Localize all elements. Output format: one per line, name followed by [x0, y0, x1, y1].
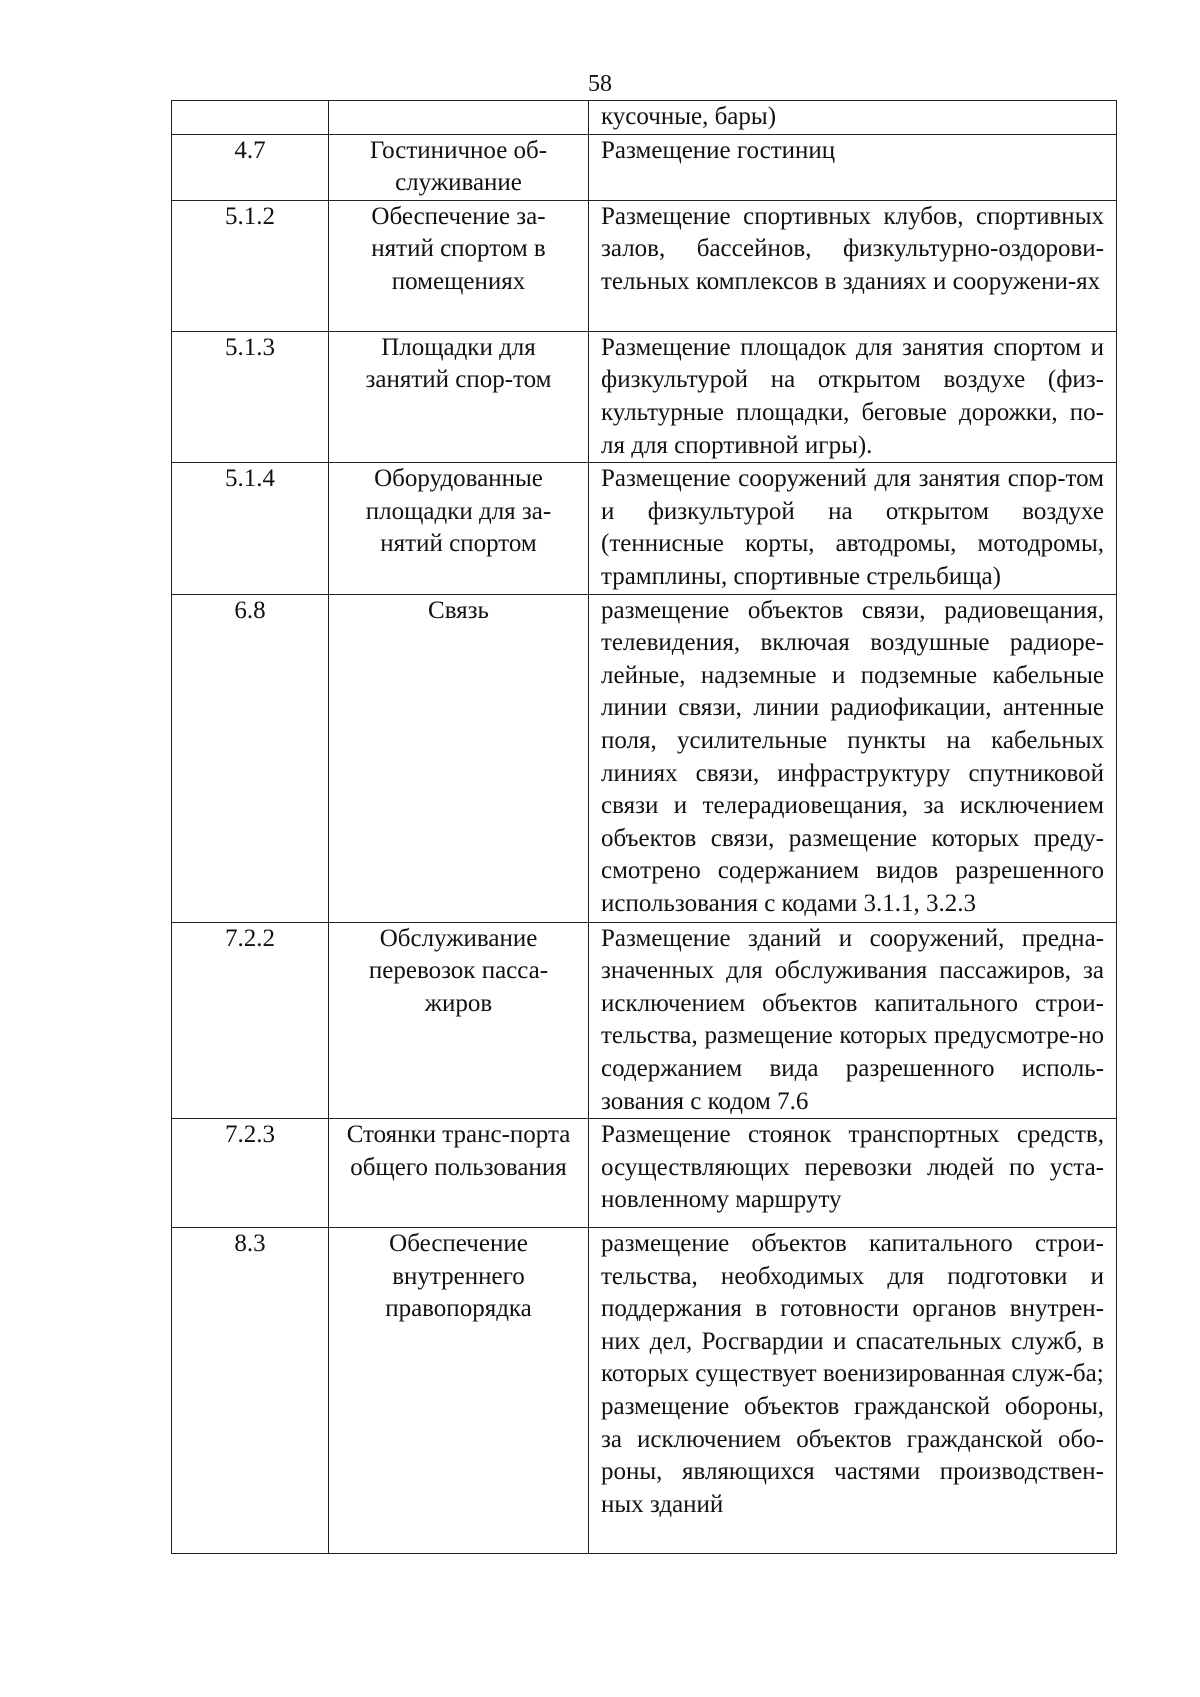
- description-cell: [589, 1228, 1117, 1554]
- code-cell: 5.1.2: [172, 200, 329, 331]
- description-cell: [589, 463, 1117, 594]
- description-text: размещение объектов связи, радиовещания, телевидения, включая воздушные радиоре-лейные, надземные и подземные кабельные линии связи, линии радиофикации, антенные поля, усилительные пункты на кабельных линиях связи, инфраструктуру спутниковой связи и телерадиовещания, за исключением объектов связи, размещение которых преду-смотрено содержанием видов разрешенного использования с кодами 3.1.1, 3.2.3: [601, 596, 1104, 917]
- code-cell: [172, 101, 329, 135]
- description-cell: [589, 1119, 1117, 1228]
- description-cell: [589, 134, 1117, 200]
- description-text: Размещение сооружений для занятия спор-том и физкультурой на открытом воздухе (теннисные корты, автодромы, мотодромы, трамплины, спортивные стрельбища): [601, 465, 1104, 590]
- name-cell: Обеспечение внутреннего правопорядка: [329, 1228, 589, 1554]
- name-cell: [329, 101, 589, 135]
- description-cell: [589, 594, 1117, 922]
- description-cell: [589, 101, 1117, 135]
- name-cell: Площадки для занятий спор-том: [329, 331, 589, 462]
- description-text: Размещение зданий и сооружений, предна-значенных для обслуживания пассажиров, за исключением объектов капитального строи-тельства, размещение которых предусмотре-но содержанием вида разрешенного исполь-зования с кодом 7.6: [601, 924, 1104, 1115]
- name-cell: Обслуживание перевозок пасса-жиров: [329, 922, 589, 1119]
- table-row: [172, 1228, 1117, 1554]
- page-number: 58: [588, 71, 612, 97]
- description-text: Размещение площадок для занятия спортом и физкультурой на открытом воздухе (физ-культурные площадки, беговые дорожки, по-ля для спортивной игры).: [601, 333, 1104, 459]
- code-cell: 6.8: [172, 594, 329, 922]
- name-cell: Стоянки транс-порта общего пользования: [329, 1119, 589, 1228]
- description-cell: [589, 331, 1117, 462]
- code-cell: 5.1.3: [172, 331, 329, 462]
- table-row: [172, 200, 1117, 331]
- land-use-table: [171, 100, 1117, 1554]
- description-text: Размещение гостиниц: [601, 136, 836, 164]
- code-cell: 8.3: [172, 1228, 329, 1554]
- description-text: размещение объектов капитального строи-тельства, необходимых для подготовки и поддержания в готовности органов внутрен-них дел, Росгвардии и спасательных служб, в которых существует военизированная служ-ба;: [601, 1230, 1104, 1388]
- description-text: Размещение спортивных клубов, спортивных залов, бассейнов, физкультурно-оздорови-тельных комплексов в зданиях и сооружени-ях: [601, 202, 1104, 295]
- description-text: кусочные, бары): [601, 103, 777, 130]
- description-cell: [589, 922, 1117, 1119]
- table-row: [172, 1119, 1117, 1228]
- description-cell: [589, 200, 1117, 331]
- code-cell: 7.2.2: [172, 922, 329, 1119]
- table-row: [172, 594, 1117, 922]
- name-cell: Обеспечение за-нятий спортом в помещениях: [329, 200, 589, 331]
- table-row: [172, 134, 1117, 200]
- table-row: [172, 101, 1117, 135]
- name-cell: Гостиничное об-служивание: [329, 134, 589, 200]
- table-row: [172, 922, 1117, 1119]
- name-cell: Связь: [329, 594, 589, 922]
- description-text: Размещение стоянок транспортных средств, осуществляющих перевозки людей по уста-новленному маршруту: [601, 1121, 1104, 1214]
- table-row: [172, 331, 1117, 462]
- description-text: размещение объектов гражданской обороны, за исключением объектов гражданской обо-роны, являющихся частями производствен-ных зданий: [601, 1393, 1104, 1518]
- table-row: [172, 463, 1117, 594]
- code-cell: 4.7: [172, 134, 329, 200]
- code-cell: 7.2.3: [172, 1119, 329, 1228]
- code-cell: 5.1.4: [172, 463, 329, 594]
- name-cell: Оборудованные площадки для за-нятий спортом: [329, 463, 589, 594]
